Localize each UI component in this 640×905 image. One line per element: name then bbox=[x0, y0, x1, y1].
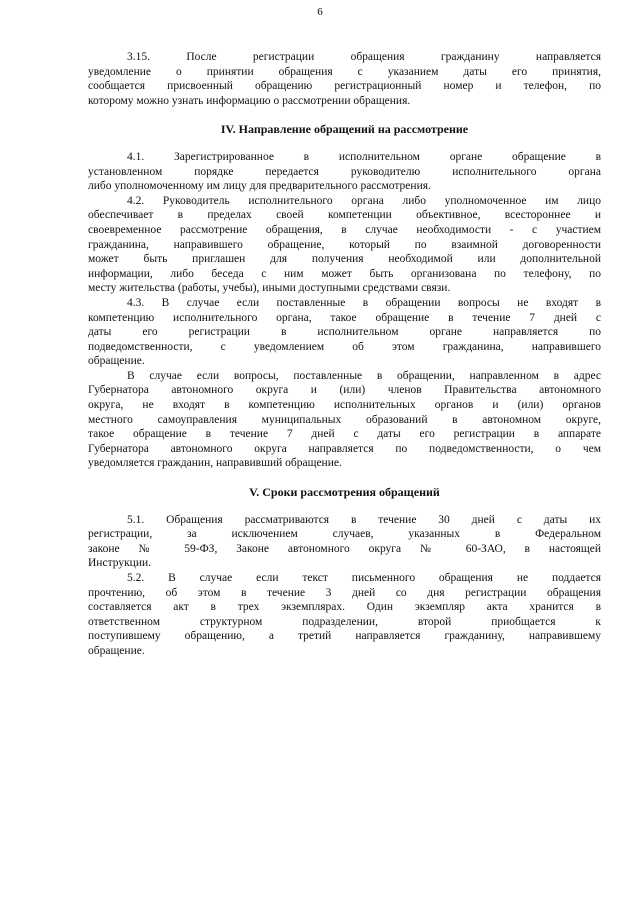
text-line: 4.2. Руководитель исполнительного органа либо уполномоченное им лицо bbox=[127, 194, 601, 207]
text-line: компетенцию исполнительного органа, такое обращение в течение 7 дней с bbox=[88, 311, 601, 324]
paragraph bbox=[88, 150, 601, 194]
text-line: 5.1. Обращения рассматриваются в течение 30 дней с даты их bbox=[127, 513, 601, 526]
text-line: Губернатора автономного округа направляется по подведомственности, о чем bbox=[88, 442, 601, 455]
text-line: которому можно узнать информацию о рассмотрении обращения. bbox=[88, 94, 411, 107]
document-body bbox=[88, 50, 601, 659]
text-line: даты его регистрации в исполнительном органе направляется по bbox=[88, 326, 601, 339]
paragraph bbox=[88, 369, 601, 471]
text-line: 3.15. После регистрации обращения гражданину направляется bbox=[127, 51, 601, 63]
text-line: подведомственности, с уведомлением об этом гражданина, направившего bbox=[88, 340, 601, 353]
text-line: либо уполномоченному им лицу для предварительного рассмотрения. bbox=[88, 180, 431, 193]
text-line: местного самоуправления муниципальных образований в автономном округе, bbox=[88, 413, 601, 426]
text-line: 4.1. Зарегистрированное в исполнительном органе обращение в bbox=[127, 150, 601, 163]
text-line: округа, не входят в компетенцию исполнительных органов и (или) органов bbox=[88, 399, 601, 412]
text-line: Губернатора автономного округа и (или) членов Правительства автономного bbox=[88, 384, 601, 397]
text-line: поступившему обращению, а третий направляется гражданину, направившему bbox=[88, 630, 601, 643]
text-line: обеспечивает в пределах своей компетенции объективное, всестороннее и bbox=[88, 209, 601, 222]
text-line: 5.2. В случае если текст письменного обращения не поддается bbox=[127, 572, 601, 584]
text-line: гражданина, направившего обращение, который по взаимной договоренности bbox=[88, 238, 601, 251]
text-line: составляется акт в трех экземплярах. Один экземпляр акта хранится в bbox=[88, 601, 601, 614]
text-line: В случае если вопросы, поставленные в обращении, направленном в адрес bbox=[127, 369, 601, 382]
text-line: обращение. bbox=[88, 644, 145, 657]
paragraph bbox=[88, 50, 601, 108]
text-line: ответственном структурном подразделении, второй приобщается к bbox=[88, 615, 601, 628]
text-line: установленном порядке передается руководителю исполнительного органа bbox=[88, 165, 601, 178]
text-line: сообщается присвоенный обращению регистрационный номер и телефон, по bbox=[88, 80, 601, 93]
paragraph bbox=[88, 513, 601, 571]
text-line: обращение. bbox=[88, 355, 145, 368]
section-heading: IV. Направление обращений на рассмотрение bbox=[220, 122, 469, 137]
text-line: Инструкции. bbox=[88, 557, 152, 570]
text-line: прочтению, об этом в течение 3 дней со дня регистрации обращения bbox=[88, 586, 601, 599]
text-line: месту жительства (работы, учебы), иными доступными средствами связи. bbox=[88, 282, 451, 295]
text-line: информации, либо беседа с ним может быть организована по телефону, по bbox=[88, 267, 601, 280]
paragraph bbox=[88, 571, 601, 659]
text-line: регистрации, за исключением случаев, указанных в Федеральном bbox=[88, 528, 601, 541]
text-line: 4.3. В случае если поставленные в обращении вопросы не входят в bbox=[127, 296, 601, 309]
section-heading: V. Сроки рассмотрения обращений bbox=[249, 485, 440, 500]
text-line: такое обращение в течение 7 дней с даты его регистрации в аппарате bbox=[88, 428, 601, 441]
paragraph bbox=[88, 194, 601, 296]
text-line: уведомление о принятии обращения с указанием даты его принятия, bbox=[88, 65, 601, 78]
text-line: уведомляется гражданин, направивший обращение. bbox=[88, 457, 342, 470]
paragraph bbox=[88, 296, 601, 369]
text-line: своевременное рассмотрение обращения, в случае необходимости - с участием bbox=[88, 223, 601, 236]
page-number: 6 bbox=[317, 6, 323, 18]
text-line: может быть приглашен для получения необходимой или дополнительной bbox=[88, 253, 601, 266]
text-line: законе № 59-ФЗ, Законе автономного округа № 60-ЗАО, в настоящей bbox=[88, 542, 601, 555]
